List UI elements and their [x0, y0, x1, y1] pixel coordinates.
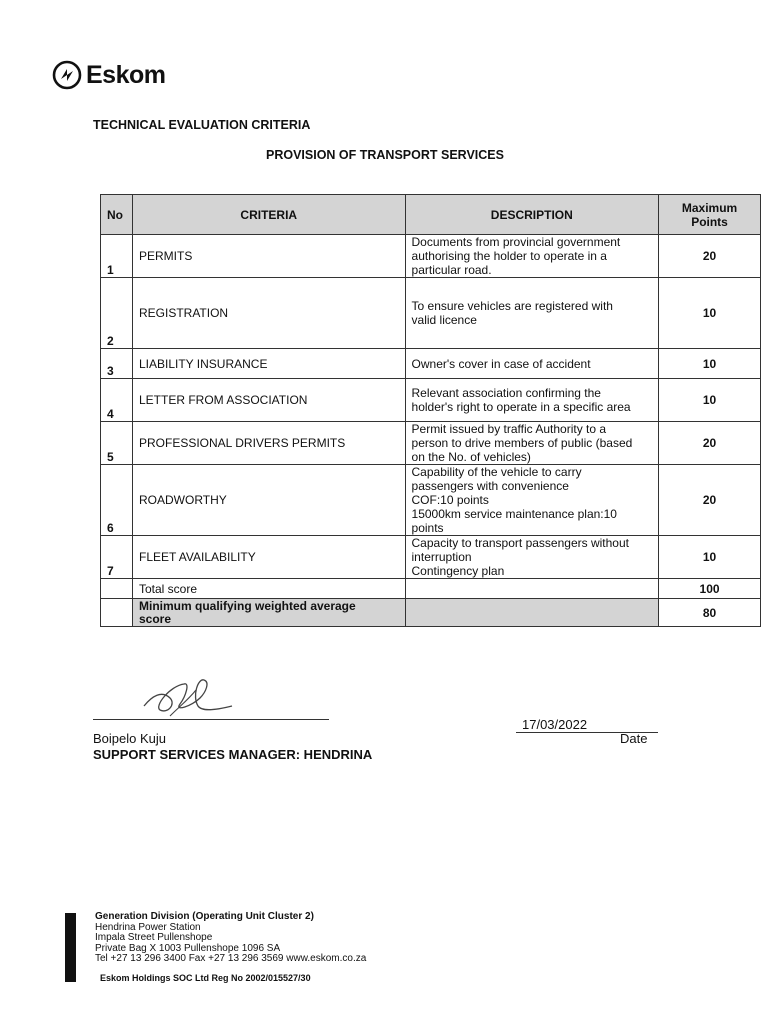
- footer-contact: Tel +27 13 296 3400 Fax +27 13 296 3569 www.eskom.co.za: [95, 953, 367, 964]
- eskom-logo: [52, 60, 165, 90]
- signature-line: [93, 719, 329, 720]
- description-line: particular road.: [411, 263, 492, 277]
- row-number: 6: [101, 465, 133, 536]
- row-criteria: FLEET AVAILABILITY: [132, 536, 405, 579]
- description-line: Relevant association confirming the: [411, 386, 601, 400]
- date-label: Date: [620, 731, 648, 746]
- header-max-line2: Points: [691, 214, 728, 229]
- row-max-points: 10: [659, 278, 761, 349]
- table-row: [101, 278, 761, 349]
- footer-postal: Private Bag X 1003 Pullenshope 1096 SA: [95, 942, 281, 954]
- description-line: authorising the holder to operate in a: [411, 249, 607, 263]
- signoff-date: 17/03/2022: [516, 717, 658, 733]
- description-line: interruption: [411, 550, 472, 564]
- minimum-no-cell: [101, 599, 133, 627]
- row-description: [405, 465, 659, 536]
- row-description: [405, 278, 659, 349]
- row-description: [405, 349, 659, 379]
- description-line: person to drive members of public (based: [411, 436, 633, 450]
- header-criteria: CRITERIA: [132, 195, 405, 235]
- row-number: 5: [101, 422, 133, 465]
- row-criteria: LIABILITY INSURANCE: [132, 349, 405, 379]
- footer-accent-bar: [65, 913, 76, 982]
- description-line: Capacity to transport passengers without: [411, 536, 629, 550]
- row-criteria: REGISTRATION: [132, 278, 405, 349]
- table-row: [101, 465, 761, 536]
- footer-division: Generation Division (Operating Unit Cluster 2): [95, 911, 314, 922]
- table-row: [101, 235, 761, 278]
- description-line: Owner's cover in case of accident: [411, 356, 591, 371]
- handwritten-signature: [140, 676, 240, 722]
- row-number: 4: [101, 379, 133, 422]
- row-max-points: 10: [659, 536, 761, 579]
- header-no: No: [101, 195, 133, 235]
- header-max-points: [659, 195, 761, 235]
- row-max-points: 20: [659, 422, 761, 465]
- row-criteria: LETTER FROM ASSOCIATION: [132, 379, 405, 422]
- minimum-points: 80: [659, 599, 761, 627]
- description-line: Permit issued by traffic Authority to a: [411, 422, 607, 436]
- description-line: holder's right to operate in a specific area: [411, 400, 631, 414]
- table-header-row: [101, 195, 761, 235]
- description-line: Capability of the vehicle to carry: [411, 465, 582, 479]
- total-points: 100: [659, 579, 761, 599]
- total-desc-cell: [405, 579, 659, 599]
- description-line: points: [411, 521, 444, 535]
- row-max-points: 20: [659, 465, 761, 536]
- header-description: DESCRIPTION: [405, 195, 659, 235]
- row-criteria: PERMITS: [132, 235, 405, 278]
- total-label: Total score: [132, 579, 405, 599]
- eskom-emblem-icon: [52, 60, 82, 90]
- row-description: [405, 422, 659, 465]
- row-number: 3: [101, 349, 133, 379]
- description-line: COF:10 points: [411, 493, 489, 507]
- description-line: valid licence: [411, 313, 477, 327]
- table-row: [101, 536, 761, 579]
- signatory-title: SUPPORT SERVICES MANAGER: HENDRINA: [93, 747, 373, 762]
- table-row: [101, 422, 761, 465]
- row-number: 1: [101, 235, 133, 278]
- footer-address: [95, 912, 366, 965]
- row-description: [405, 235, 659, 278]
- total-no-cell: [101, 579, 133, 599]
- document-subtitle: PROVISION OF TRANSPORT SERVICES: [265, 148, 504, 162]
- minimum-label: [132, 599, 405, 627]
- minimum-desc-cell: [405, 599, 659, 627]
- footer-registration: Eskom Holdings SOC Ltd Reg No 2002/015527/30: [100, 973, 311, 983]
- footer-street: Impala Street Pullenshope: [95, 932, 213, 943]
- description-line: 15000km service maintenance plan:10: [411, 507, 617, 521]
- row-max-points: 10: [659, 349, 761, 379]
- row-number: 2: [101, 278, 133, 349]
- table-row: [101, 379, 761, 422]
- logo-wordmark: Eskom: [86, 60, 166, 89]
- table-row: [101, 349, 761, 379]
- description-line: To ensure vehicles are registered with: [411, 299, 613, 313]
- description-line: Documents from provincial government: [411, 235, 621, 249]
- description-line: on the No. of vehicles): [411, 450, 531, 464]
- minimum-label-line2: score: [138, 611, 172, 626]
- row-number: 7: [101, 536, 133, 579]
- row-description: [405, 536, 659, 579]
- minimum-label-line1: Minimum qualifying weighted average: [138, 598, 356, 613]
- header-max-line1: Maximum: [681, 200, 738, 215]
- minimum-row: [101, 599, 761, 627]
- total-row: [101, 579, 761, 599]
- document-title: TECHNICAL EVALUATION CRITERIA: [93, 118, 311, 132]
- row-description: [405, 379, 659, 422]
- row-max-points: 20: [659, 235, 761, 278]
- row-max-points: 10: [659, 379, 761, 422]
- row-criteria: ROADWORTHY: [132, 465, 405, 536]
- signatory-name: Boipelo Kuju: [93, 731, 166, 746]
- evaluation-criteria-table: [100, 194, 761, 627]
- description-line: Contingency plan: [411, 564, 505, 578]
- description-line: passengers with convenience: [411, 479, 569, 493]
- footer-station: Hendrina Power Station: [95, 921, 201, 933]
- row-criteria: PROFESSIONAL DRIVERS PERMITS: [132, 422, 405, 465]
